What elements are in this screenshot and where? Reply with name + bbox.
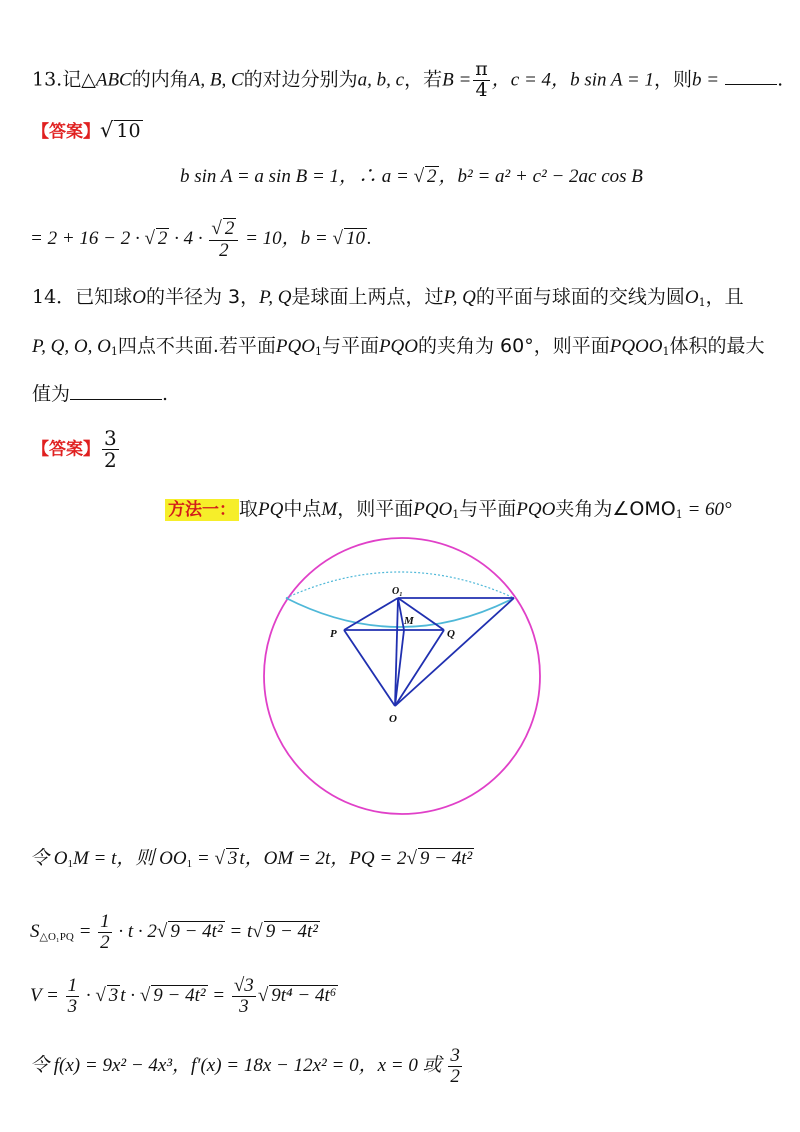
ans13-tag-line: 【答案】√ 10 [32, 118, 141, 142]
solution-line1: 令 $O_1M = t$，则 $OO_1$ = √ 3 t，OM = 2t，PQ = 2√ 9 − 4t² [30, 848, 473, 870]
method-one-tag: 方法一： [165, 499, 239, 521]
sphere-outline [264, 538, 540, 814]
label-o: O [389, 713, 397, 725]
solution-line3: V = $\frac{1}{3}$ · √ 3 t · √ 9 − 4t² = $\frac{√3}{3}$ √ 9t⁴ − 4t⁶ [30, 975, 337, 1017]
solution-line2: $S_{\triangle O_1PQ}$ = $\frac{1}{2}$ · t · 2√ 9 − 4t² = t√ 9 − 4t² [30, 911, 318, 953]
q13-b-fraction: $\frac{\pi}{4}$ [475, 58, 488, 101]
q14-line3: 值为 . [32, 383, 169, 405]
method-one-line: 方法一： 取PQ中点M，则平面$PQO_1$与平面PQO夹角为$\angle OMO_1 = 60^\circ$ [165, 498, 732, 522]
answer-tag: 【答案】 [32, 439, 100, 460]
q13-line: 13.记△ABC的内角A, B, C的对边分别为a, b, c，若B = $\frac{\pi}{4}$ ，c = 4，b sin A = 1，则b = . [32, 58, 784, 101]
label-m: M [404, 615, 414, 627]
tetrahedron-edges [344, 598, 514, 706]
label-o1: O₁ [392, 586, 403, 597]
ans13-value: 10 [116, 120, 141, 142]
label-p: P [330, 628, 337, 640]
answer-tag: 【答案】 [32, 122, 100, 142]
sphere-figure [0, 536, 800, 836]
ans13-work-line1: b sin A = a sin B = 1，∴ a = √ 2 ，b² = a² + c² − 2ac cos B [180, 166, 643, 187]
q14-line2: P, Q, O, $O_1$四点不共面.若平面$PQO_1$与平面PQO的夹角为 60°，则平面$PQOO_1$体积的最大 [32, 335, 765, 358]
ans14-value: $\frac{3}{2}$ [104, 426, 117, 472]
ans14-tag-line [32, 428, 121, 471]
solution-line4: 令 f(x) = 9x² − 4x³，f′(x) = 18x − 12x² = 0，x = 0 或 $\frac{3}{2}$ [30, 1045, 460, 1087]
q13-answer-blank [725, 83, 777, 85]
q14-answer-blank [70, 398, 162, 400]
ans13-work-line2: = 2 + 16 − 2 · √ 2 · 4 · $\frac{√ 2}{2}$ = 10，b = √ 10 . [30, 218, 372, 261]
label-q: Q [447, 628, 455, 640]
edge-po [344, 630, 395, 706]
q14-line1: 14．已知球O的半径为 3，P, Q是球面上两点，过P, Q的平面与球面的交线为圆$O_1$，且 [32, 286, 744, 309]
